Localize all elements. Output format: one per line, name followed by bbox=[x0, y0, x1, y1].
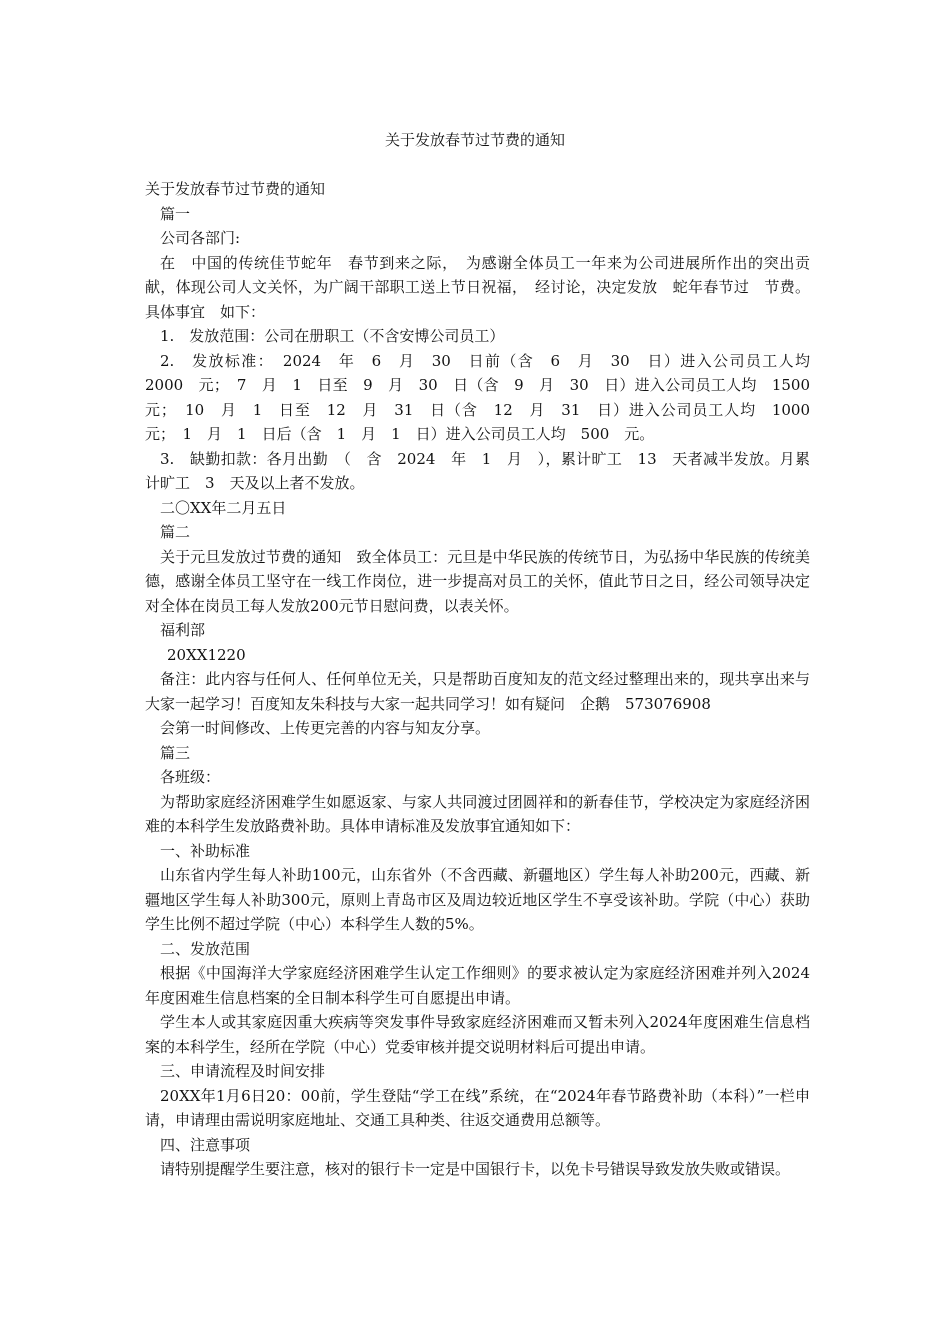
paragraph: 二、发放范围 bbox=[160, 939, 251, 958]
paragraph: 关于元旦发放过节费的通知 致全体员工：元旦是中华民族的传统节日，为弘扬中华民族的传统美德，感谢全体员工坚守在一线工作岗位，进一步提高对员工的关怀，值此节日之日，经公司领导决定对全体在岗员工每人发放200元节日慰问费，以表关怀。 bbox=[145, 547, 810, 615]
paragraph: 三、申请流程及时间安排 bbox=[160, 1062, 326, 1080]
paragraph: 篇二 bbox=[160, 523, 191, 541]
paragraph: 在 中国的传统佳节蛇年 春节到来之际， 为感谢全体员工一年来为公司进展所作出的突出贡献，体现公司人文关怀，为广阔干部职工送上节日祝福， 经讨论，决定发放 蛇年春节过 节费。具体事宜 如下： bbox=[145, 253, 810, 321]
paragraph: 备注：此内容与任何人、任何单位无关，只是帮助百度知友的范文经过整理出来的，现共享出来与大家一起学习！百度知友朱科技与大家一起共同学习！如有疑问 企鹅 573076908 bbox=[145, 670, 810, 713]
paragraph: 2. 发放标准： 2024 年 6 月 30 日前（含 6 月 30 日）进入公司员工人均 2000 元； 7 月 1 日至 9 月 30 日（含 9 月 30 日）进入公司员工人均 1500 元； 10 月 1 日至 12 月 31 日（含 12 月 31 日）进入公司员工人均 1000 元； 1 月 1 日后（含 1 月 1 日）进入公司员工人均 500 元。 bbox=[145, 351, 826, 443]
paragraph: 一、补助标准 bbox=[160, 841, 251, 860]
paragraph: 各班级： bbox=[160, 768, 221, 786]
paragraph: 公司各部门: bbox=[160, 229, 241, 247]
paragraph: 篇一 bbox=[160, 204, 191, 223]
paragraph: 学生本人或其家庭因重大疾病等突发事件导致家庭经济困难而又暂未列入2024年度困难生信息档案的本科学生，经所在学院（中心）党委审核并提交说明材料后可提出申请。 bbox=[145, 1013, 810, 1056]
paragraph: 根据《中国海洋大学家庭经济困难学生认定工作细则》的要求被认定为家庭经济困难并列入2024年度困难生信息档案的全日制本科学生可自愿提出申请。 bbox=[145, 964, 810, 1007]
paragraph: 20XX1220 bbox=[167, 645, 246, 664]
paragraph: 20XX年1月6日20：00前，学生登陆“学工在线”系统，在“2024年春节路费补助（本科）”一栏申请，申请理由需说明家庭地址、交通工具种类、往返交通费用总额等。 bbox=[145, 1086, 810, 1129]
paragraph: 篇三 bbox=[160, 743, 191, 762]
paragraph: 二〇XX年二月五日 bbox=[160, 498, 287, 517]
paragraph: 福利部 bbox=[160, 621, 206, 639]
paragraph: 关于发放春节过节费的通知 bbox=[145, 180, 326, 198]
document-body bbox=[145, 177, 826, 1182]
paragraph: 四、注意事项 bbox=[160, 1135, 251, 1154]
paragraph: 1. 发放范围：公司在册职工（不含安博公司员工） bbox=[160, 327, 505, 345]
paragraph: 请特别提醒学生要注意，核对的银行卡一定是中国银行卡，以免卡号错误导致发放失败或错误。 bbox=[160, 1160, 791, 1178]
paragraph: 3. 缺勤扣款：各月出勤 （ 含 2024 年 1 月 ），累计旷工 13 天者减半发放。月累计旷工 3 天及以上者不发放。 bbox=[145, 449, 810, 492]
paragraph: 为帮助家庭经济困难学生如愿返家、与家人共同渡过团圆祥和的新春佳节，学校决定为家庭经济困难的本科学生发放路费补助。具体申请标准及发放事宜通知如下： bbox=[145, 792, 810, 835]
paragraph: 山东省内学生每人补助100元，山东省外（不含西藏、新疆地区）学生每人补助200元，西藏、新疆地区学生每人补助300元，原则上青岛市区及周边较近地区学生不享受该补助。学院（中心）获助学生比例不超过学院（中心）本科学生人数的5%。 bbox=[145, 866, 810, 933]
paragraph: 会第一时间修改、上传更完善的内容与知友分享。 bbox=[160, 719, 491, 737]
document-title: 关于发放春节过节费的通知 bbox=[384, 131, 565, 149]
